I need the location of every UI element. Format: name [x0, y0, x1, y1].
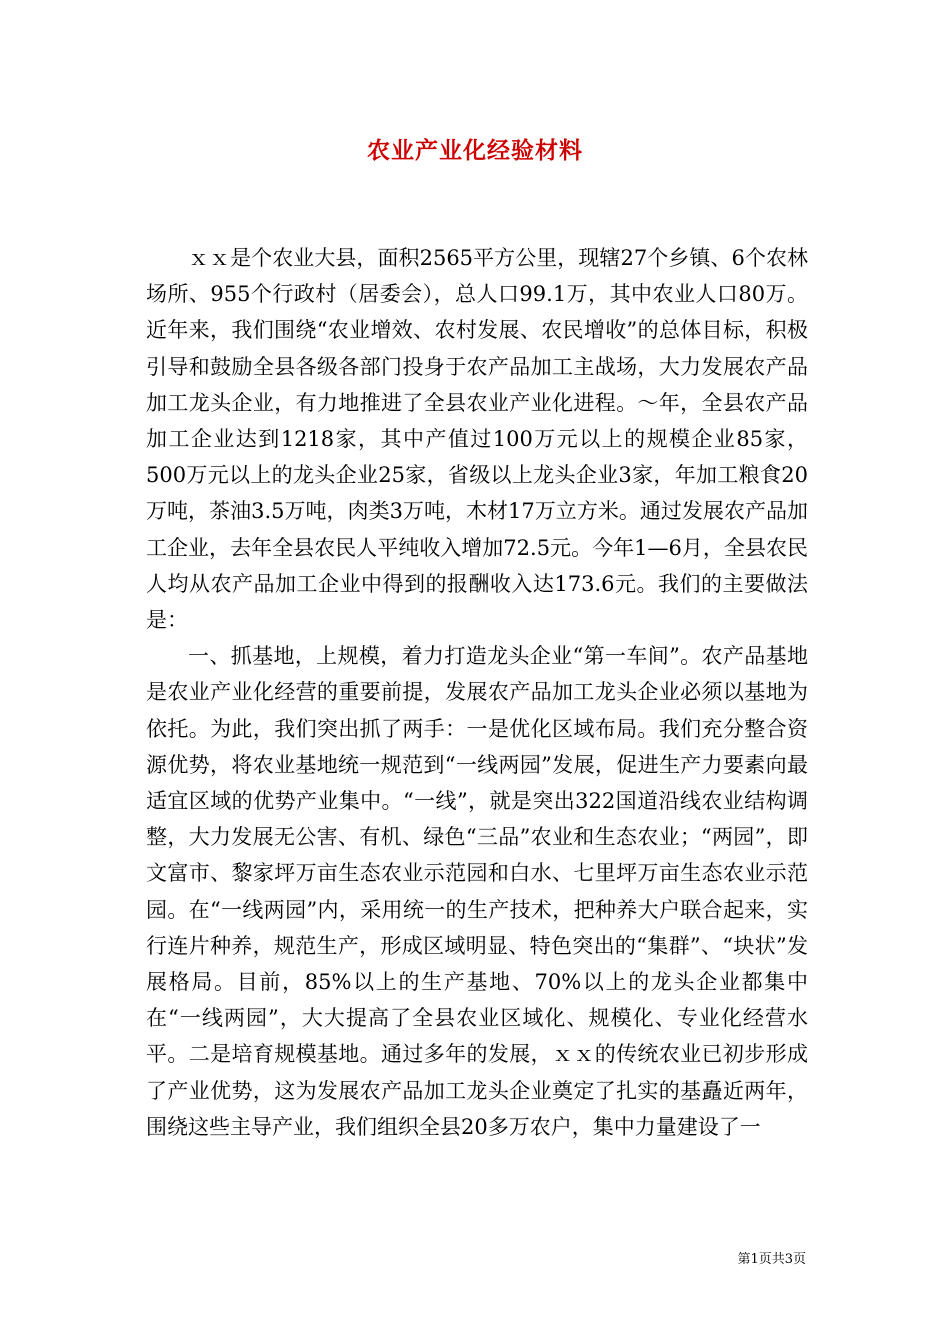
document-title: 农业产业化经验材料 — [367, 137, 583, 164]
page-number: 第1页共3页 — [737, 1252, 806, 1267]
document-body — [146, 240, 808, 1145]
paragraph-intro: ｘｘ是个农业大县，面积2565平方公里，现辖27个乡镇、6个农林场所、955个行政村（居委会），总人口99.1万，其中农业人口80万。近年来，我们围绕“农业增效、农村发展、农民增收”的总体目标，积极引导和鼓励全县各级各部门投身于农产品加工主战场，大力发展农产品加工龙头企业，有力地推进了全县农业产业化进程。～年，全县农产品加工企业达到1218家，其中产值过100万元以上的规模企业85家，500万元以上的龙头企业25家，省级以上龙头企业3家，年加工粮食20万吨，茶油3.5万吨，肉类3万吨，木材17万立方米。通过发展农产品加工企业，去年全县农民人平纯收入增加72.5元。今年1—6月，全县农民人均从农产品加工企业中得到的报酬收入达173.6元。我们的主要做法是： — [146, 246, 808, 633]
paragraph-section-1: 一、抓基地，上规模，着力打造龙头企业“第一车间”。农产品基地是农业产业化经营的重要前提，发展农产品加工龙头企业必须以基地为依托。为此，我们突出抓了两手：一是优化区域布局。我们充分整合资源优势，将农业基地统一规范到“一线两园”发展，促进生产力要素向最适宜区域的优势产业集中。“一线”，就是突出322国道沿线农业结构调整，大力发展无公害、有机、绿色“三品”农业和生态农业；“两园”，即文富市、黎家坪万亩生态农业示范园和白水、七里坪万亩生态农业示范园。在“一线两园”内，采用统一的生产技术，把种养大户联合起来，实行连片种养，规范生产，形成区域明显、特色突出的“集群”、“块状”发展格局。目前，85%以上的生产基地、70%以上的龙头企业都集中在“一线两园”，大大提高了全县农业区域化、规模化、专业化经营水平。二是培育规模基地。通过多年的发展，ｘｘ的传统农业已初步形成了产业优势，这为发展农产品加工龙头企业奠定了扎实的基矗近两年，围绕这些主导产业，我们组织全县20多万农户，集中力量建设了一 — [146, 644, 808, 1139]
